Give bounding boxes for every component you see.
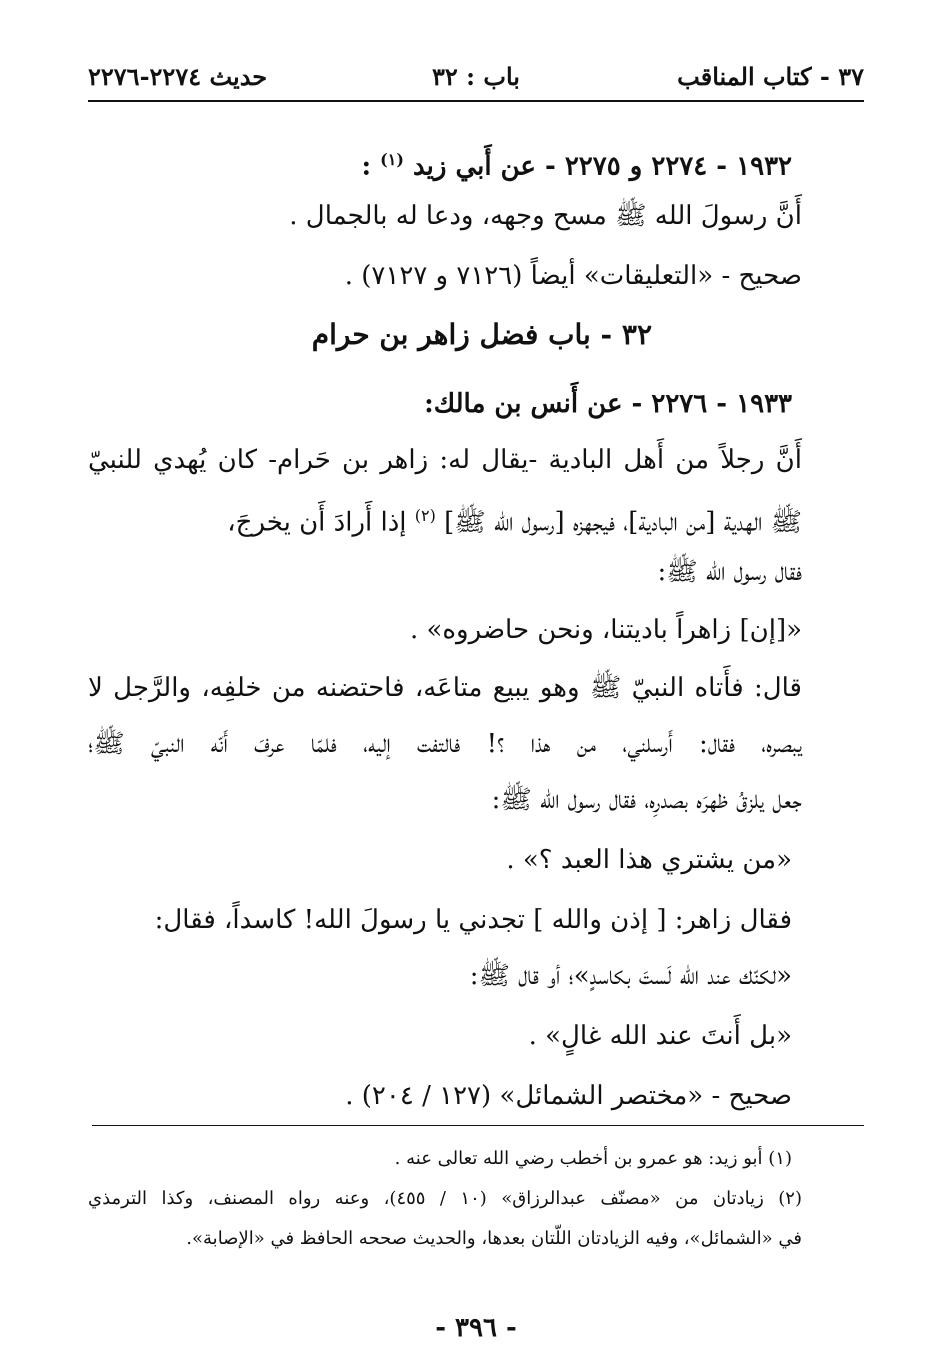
- hadith-1933-line-2: [227, 496, 802, 543]
- header-bab: باب : ٣٢: [432, 62, 520, 91]
- footnote-marker-2: (٢): [414, 506, 436, 525]
- running-header: [88, 62, 864, 94]
- footnote-2-line-1: (٢) زيادتان من «مصنّف عبدالرزاق» (١٠ / ٤٥٥)، وعنه رواه المصنف، وكذا الترمذي: [88, 1188, 802, 1209]
- hadith-1932-text: أَنَّ رسولَ الله ﷺ مسح وجهه، ودعا له بالجمال .: [289, 201, 802, 231]
- hadith-1933-grade: صحيح - «مختصر الشمائل» (١٢٧ / ٢٠٤) .: [345, 1081, 792, 1111]
- hadith-1933-line-5: قال: فأَتاه النبيّ ﷺ وهو يبيع متاعَه، فاحتضنه من خلفِه، والرَّجل لا: [88, 673, 802, 703]
- hadith-1933-number: ١٩٣٣ - ٢٢٧٦ - عن أَنس بن مالك:: [424, 389, 792, 419]
- footnote-2-line-2: في «الشمائل»، وفيه الزيادتان اللّتان بعدها، والحديث صححه الحافظ في «الإصابة».: [186, 1228, 802, 1249]
- header-chapter: ٣٧ - كتاب المناقب: [677, 62, 864, 91]
- hadith-1933-line-9: فقال زاهر: [ إذن والله ] تجدني يا رسولَ الله! كاسداً، فقال:: [154, 905, 792, 935]
- hadith-1933-line-1: أَنَّ رجلاً من أَهل البادية -يقال له: زاهر بن حَرام- كان يُهدي للنبيّ: [88, 445, 802, 475]
- hadith-1933-line-2-text: ﷺ الهدية [من البادية]، فيجهزه [رسول الله ﷺ]: [444, 507, 802, 538]
- header-hadith-range: حديث ٢٢٧٤-٢٢٧٦: [88, 62, 268, 91]
- hadith-1933-line-10: «لكنّك عند الله لَستَ بكاسدٍ»؛ أو قال ﷺ:: [469, 961, 792, 991]
- hadith-1933-line-2-end: إذا أَرادَ أَن يخرجَ،: [227, 507, 407, 538]
- footnote-marker-1: (١): [380, 150, 404, 169]
- page-number: - ٣٩٦ -: [435, 1313, 517, 1343]
- hadith-1932-number-text: ١٩٣٢ - ٢٢٧٤ و ٢٢٧٥ - عن أَبي زيد: [412, 151, 792, 182]
- hadith-1933-line-3: فقال رسول الله ﷺ:: [657, 557, 802, 587]
- hadith-1932-grade: صحيح - «التعليقات» أيضاً (٧١٢٦ و ٧١٢٧) .: [344, 261, 802, 291]
- hadith-1933-line-6: يبصره، فقال: أَرسلني، من هذا ؟! فالتفت إليه، فلمّا عرفَ أَنّه النبيّ ﷺ؛: [88, 729, 802, 759]
- hadith-1932-colon: :: [361, 151, 372, 182]
- hadith-1933-line-11: «بل أَنتَ عند الله غالٍ» .: [528, 1021, 792, 1051]
- hadith-1933-line-4: «[إن] زاهراً باديتنا، ونحن حاضروه» .: [409, 615, 802, 645]
- hadith-1933-line-8: «من يشتري هذا العبد ؟» .: [506, 845, 792, 875]
- header-rule: [88, 100, 864, 102]
- footnote-rule: [92, 1125, 864, 1126]
- section-title: ٣٢ - باب فضل زاهر بن حرام: [311, 318, 652, 351]
- footnote-1: (١) أبو زيد: هو عمرو بن أخطب رضي الله تعالى عنه .: [394, 1148, 792, 1169]
- hadith-1932-number: [361, 140, 792, 187]
- hadith-1933-line-7: جعل يلزقُ ظهرَه بصدرِه، فقال رسول الله ﷺ:: [491, 785, 802, 815]
